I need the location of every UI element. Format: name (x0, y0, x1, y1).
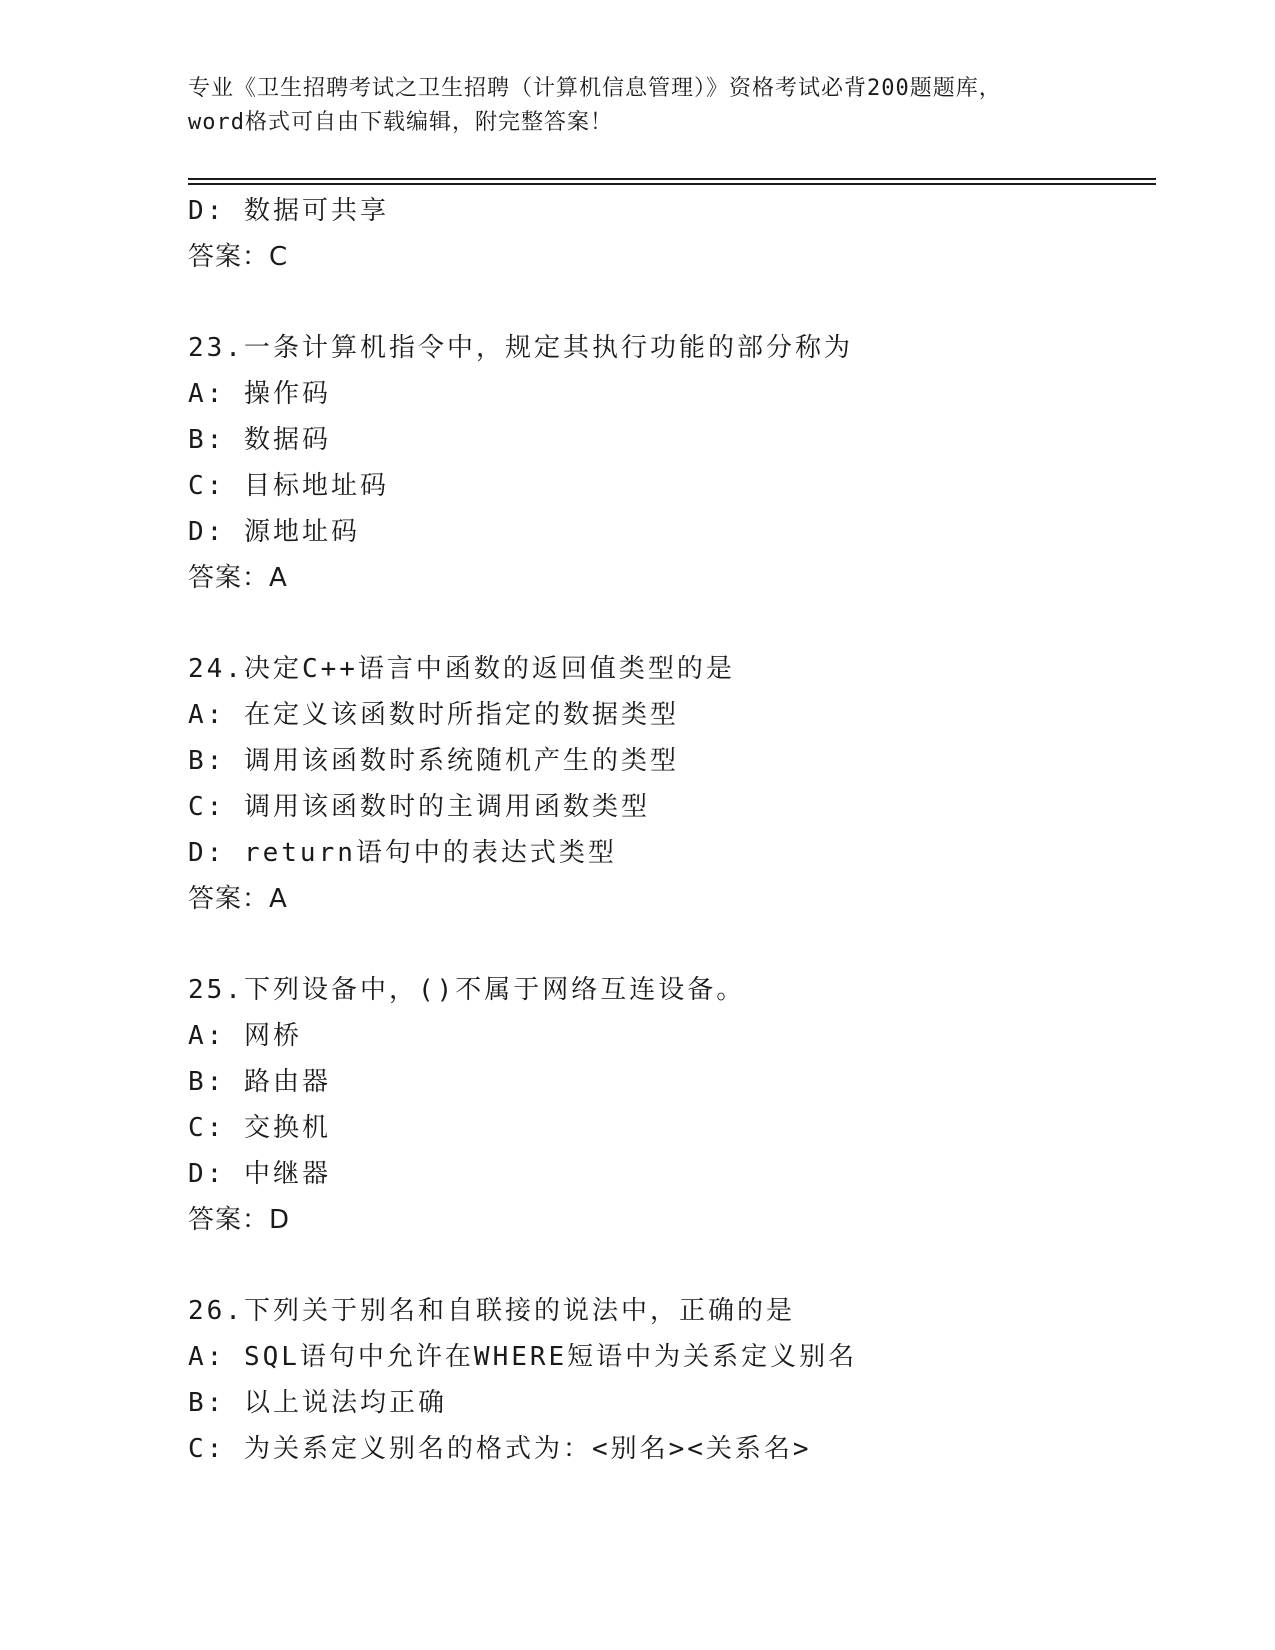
option-d: D: 源地址码 (188, 517, 360, 547)
answer-line: 答案：A (188, 884, 288, 914)
header-divider-top (188, 178, 1156, 180)
option-c: C: 调用该函数时的主调用函数类型 (188, 792, 650, 822)
option-a: A: 在定义该函数时所指定的数据类型 (188, 700, 679, 730)
option-c: C: 为关系定义别名的格式为：<别名><关系名> (188, 1434, 812, 1464)
answer-line: 答案：A (188, 563, 288, 593)
option-b: B: 调用该函数时系统随机产生的类型 (188, 746, 679, 776)
header-line-1: 专业《卫生招聘考试之卫生招聘（计算机信息管理）》资格考试必背200题题库， (188, 76, 1002, 101)
question-stem: 26.下列关于别名和自联接的说法中，正确的是 (188, 1296, 795, 1326)
option-d: D: 数据可共享 (188, 196, 389, 226)
question-26 (188, 1288, 1156, 1472)
question-stem: 25.下列设备中，()不属于网络互连设备。 (188, 975, 746, 1005)
header-line-2: word格式可自由下载编辑，附完整答案！ (188, 110, 613, 135)
spacer (188, 280, 1156, 325)
header-divider-bottom (188, 183, 1156, 185)
question-24 (188, 646, 1156, 922)
option-d: D: 中继器 (188, 1159, 331, 1189)
page-header (188, 72, 1088, 140)
option-b: B: 数据码 (188, 425, 331, 455)
question-22-tail (188, 188, 1156, 280)
option-b: B: 路由器 (188, 1067, 331, 1097)
question-content (188, 188, 1156, 1472)
option-a: A: 操作码 (188, 379, 331, 409)
option-a: A: SQL语句中允许在WHERE短语中为关系定义别名 (188, 1342, 858, 1372)
option-c: C: 目标地址码 (188, 471, 389, 501)
question-25 (188, 967, 1156, 1243)
option-a: A: 网桥 (188, 1021, 302, 1051)
question-23 (188, 325, 1156, 601)
answer-line: 答案：C (188, 242, 289, 272)
option-b: B: 以上说法均正确 (188, 1388, 447, 1418)
spacer (188, 1243, 1156, 1288)
option-d: D: return语句中的表达式类型 (188, 838, 617, 868)
option-c: C: 交换机 (188, 1113, 331, 1143)
question-stem: 24.决定C++语言中函数的返回值类型的是 (188, 654, 735, 684)
spacer (188, 922, 1156, 967)
spacer (188, 601, 1156, 646)
answer-line: 答案：D (188, 1205, 291, 1235)
question-stem: 23.一条计算机指令中，规定其执行功能的部分称为 (188, 333, 853, 363)
